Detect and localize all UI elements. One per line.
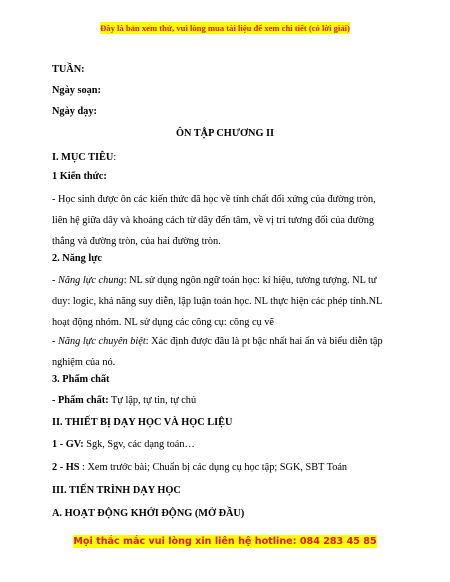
teacher-equipment-line [52,439,195,450]
knowledge-heading: 1 Kiến thức: [52,171,107,182]
specific-ability-paragraph [52,331,398,373]
general-ability-text-1: : NL sử dụng ngôn ngữ toán học: kí hiệu, tương tượng. NL tư [123,275,377,286]
quality-text: Tự lập, tự tin, tự chủ [108,395,197,406]
section-equipment-heading: II. THIẾT BỊ DẠY HỌC VÀ HỌC LIỆU [52,417,233,428]
hotline-footer [0,536,450,547]
general-ability-line-3: hoạt động nhóm. NL sử dụng các công cụ: công cụ vẽ [52,317,274,328]
quality-label: - Phẩm chất: [52,395,109,406]
knowledge-paragraph [52,189,398,252]
knowledge-line-1: - Học sinh được ôn các kiến thức đã học về tính chất đối xứng của đường tròn, [52,194,376,205]
teach-date-label: Ngày dạy: [52,106,97,117]
teacher-equipment-text: Sgk, Sgv, các dạng toán… [83,439,195,450]
general-ability-label: - Năng lực chung [52,275,124,286]
prep-date-label: Ngày soạn: [52,85,101,96]
page-title: ÔN TẬP CHƯƠNG II [175,128,275,139]
student-label: 2 - HS [52,462,80,473]
general-ability-paragraph [52,270,398,333]
general-ability-line-2: duy: logic, khả năng suy diễn, lập luận toán học. NL thực hiện các phép tính.NL [52,296,383,307]
quality-line [52,395,196,406]
specific-ability-label: - Năng lực chuyên biệt [52,336,146,347]
student-equipment-text: : Xem trước bài; Chuẩn bị các dụng cụ học tập; SGK, SBT Toán [79,462,348,473]
student-equipment-line [52,462,347,473]
ability-heading: 2. Năng lực [52,253,102,264]
warmup-heading: A. HOẠT ĐỘNG KHỞI ĐỘNG (MỞ ĐẦU) [52,508,245,519]
section-objectives-colon: : [113,152,117,163]
section-process-heading: III. TIẾN TRÌNH DẠY HỌC [52,485,181,496]
quality-heading: 3. Phẩm chất [52,374,110,385]
hotline-text: Mọi thắc mắc vui lòng xin liên hệ hotline: 084 283 45 85 [73,536,377,547]
teacher-label: 1 - GV: [52,439,84,450]
specific-ability-text-1: : Xác định được đâu là pt bậc nhất hai ẩn và biểu diễn tập [145,336,383,347]
specific-ability-line-1 [52,331,398,352]
section-objectives-heading [52,152,116,163]
knowledge-line-3: thẳng và đường tròn, của hai đường tròn. [52,236,221,247]
general-ability-line-1 [52,270,398,291]
preview-banner [0,23,450,33]
week-label: TUẦN: [52,64,85,75]
specific-ability-line-2: nghiệm của nó. [52,357,116,368]
section-objectives-heading-text: I. MỤC TIÊU [52,152,114,163]
preview-banner-text: Đây là bản xem thử, vui lòng mua tài liệu để xem chi tiết (có lời giải) [100,23,350,33]
knowledge-line-2: liên hệ giữa dây và khoảng cách từ dây đến tâm, về vị trí tương đối của đường [52,215,375,226]
